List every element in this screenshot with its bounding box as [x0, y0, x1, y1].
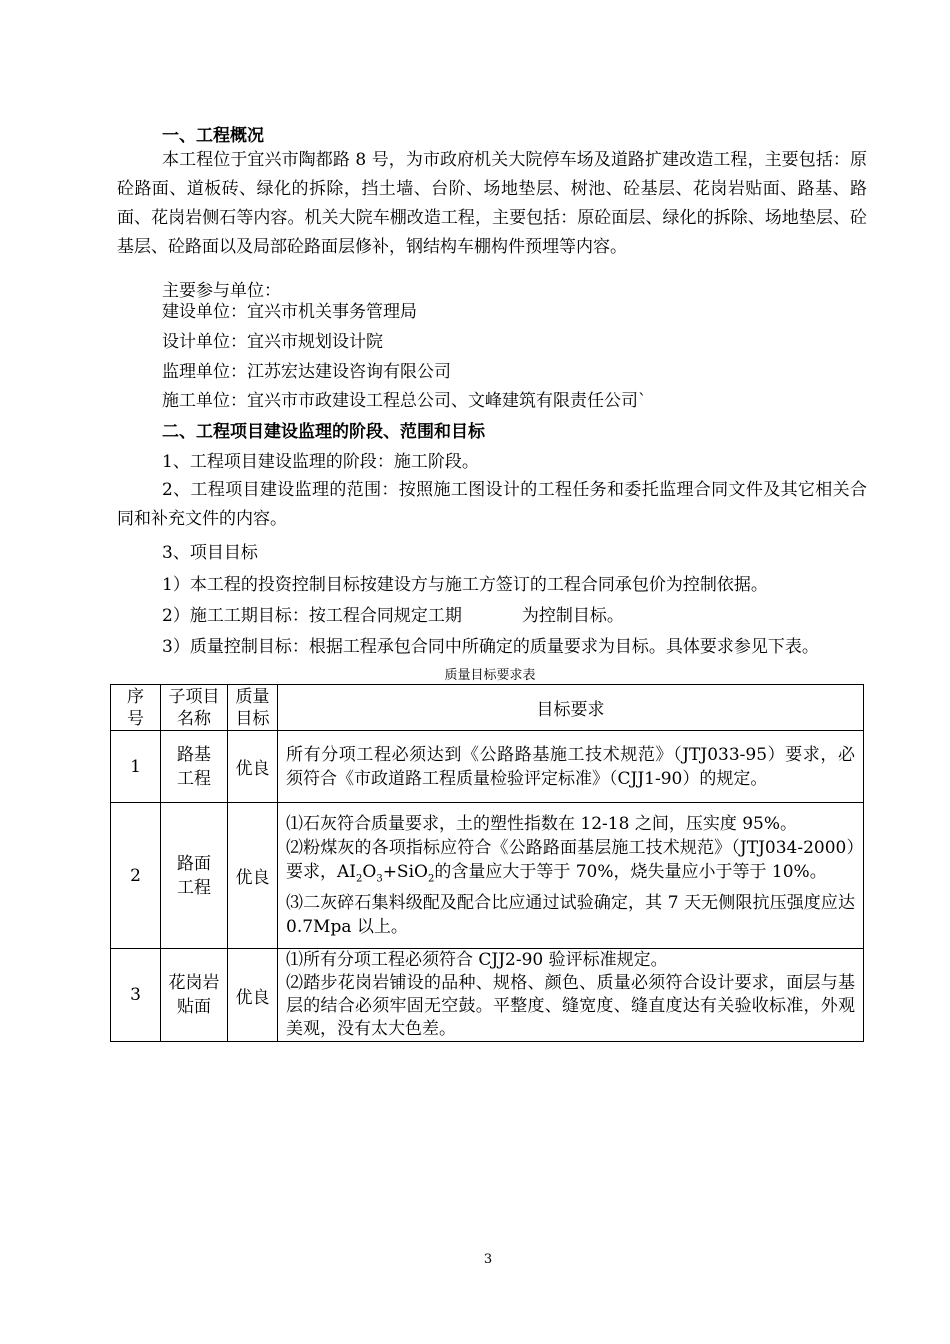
row-3-req-2: ⑵踏步花岗岩铺设的品种、规格、颜色、质量必须符合设计要求，面层与基层的结合必须牢固无空鼓。平整度、缝宽度、缝直度达有关验收标准，外观美观，没有太大色差。 — [286, 973, 855, 1039]
page-number: 3 — [483, 1252, 493, 1267]
section-2-title: 二、工程项目建设监理的阶段、范围和目标 — [162, 422, 485, 442]
construction-unit: 建设单位：宜兴市机关事务管理局 — [162, 302, 417, 322]
table-header-row — [111, 685, 864, 731]
header-quality: 质量目标 — [235, 686, 270, 729]
row-1-item: 路基工程 — [177, 744, 211, 789]
goal-quality: 3）质量控制目标：根据工程承包合同中所确定的质量要求为目标。具体要求参见下表。 — [162, 637, 819, 657]
row-1-no: 1 — [111, 731, 161, 803]
table-row — [111, 803, 864, 949]
table-row — [111, 731, 864, 803]
participants-label: 主要参与单位： — [162, 281, 281, 301]
builder-unit: 施工单位：宜兴市市政建设工程总公司、文峰建筑有限责任公司` — [162, 391, 647, 411]
goals-title: 3、项目目标 — [162, 543, 258, 563]
row-3-item: 花岗岩贴面 — [168, 973, 220, 1017]
row-2-quality: 优良 — [228, 803, 278, 949]
row-2-req-1: ⑴石灰符合质量要求，土的塑性指数在 12-18 之间，压实度 95%。 — [286, 813, 798, 834]
row-2-item: 路面工程 — [177, 853, 211, 898]
row-2-req-2: ⑵粉煤灰的各项指标应符合《公路路面基层施工技术规范》（JTJ034-2000）要求，$AI_2O_3+SiO_2$的含量应大于等于 70%，烧失量应小于等于 10%。 — [286, 837, 855, 885]
table-caption: 质量目标要求表 — [444, 668, 536, 683]
row-3-req-1: ⑴所有分项工程必须符合 CJJ2-90 验评标准规定。 — [286, 950, 668, 970]
row-1-req: 所有分项工程必须达到《公路路基施工技术规范》（JTJ033-95）要求，必须符合《市政道路工程质量检验评定标准》（CJJ1-90）的规定。 — [278, 731, 864, 803]
design-unit: 设计单位：宜兴市规划设计院 — [162, 332, 383, 352]
goal-schedule-suffix: 为控制目标。 — [521, 606, 624, 626]
row-3-no: 3 — [111, 949, 161, 1042]
row-1-quality: 优良 — [228, 731, 278, 803]
row-2-req-3: ⑶二灰碎石集料级配及配合比应通过试验确定，其 7 天无侧限抗压强度应达 0.7Mpa 以上。 — [286, 893, 855, 938]
header-no: 序号 — [127, 686, 144, 729]
goal-schedule — [162, 601, 624, 626]
row-2-no: 2 — [111, 803, 161, 949]
row-3-quality: 优良 — [228, 949, 278, 1042]
supervision-unit: 监理单位：江苏宏达建设咨询有限公司 — [162, 362, 451, 382]
table-row — [111, 949, 864, 1042]
supervision-stage: 1、工程项目建设监理的阶段：施工阶段。 — [162, 452, 479, 472]
section-1-title: 一、工程概况 — [162, 126, 264, 146]
header-item: 子项目名称 — [168, 686, 220, 729]
goal-schedule-text: 2）施工工期目标：按工程合同规定工期 — [162, 606, 462, 626]
overview-paragraph: 本工程位于宜兴市陶都路 8 号，为市政府机关大院停车场及道路扩建改造工程，主要包括：原砼路面、道板砖、绿化的拆除，挡土墙、台阶、场地垫层、树池、砼基层、花岗岩贴面、路基、路面、花岗岩侧石等内容。机关大院车棚改造工程，主要包括：原砼面层、绿化的拆除、场地垫层、砼基层、砼路面以及局部砼路面层修补，钢结构车棚构件预埋等内容。 — [117, 150, 867, 257]
supervision-scope: 2、工程项目建设监理的范围：按照施工图设计的工程任务和委托监理合同文件及其它相关合同和补充文件的内容。 — [117, 480, 867, 529]
quality-table — [110, 684, 864, 1042]
goal-investment: 1）本工程的投资控制目标按建设方与施工方签订的工程合同承包价为控制依据。 — [162, 575, 768, 595]
header-req: 目标要求 — [278, 685, 864, 731]
